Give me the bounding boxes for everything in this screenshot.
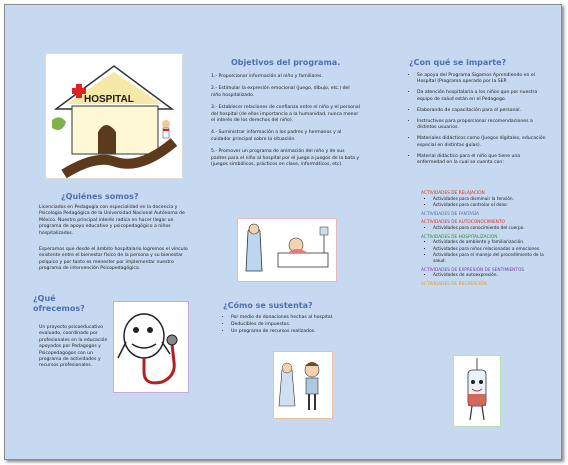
actividad-category: ACTIVIDADES DE RELAJACIÓN	[421, 191, 485, 196]
actividad-item: ▪ Actividades de ambiente y familiarización.	[433, 240, 549, 246]
actividad-category: ACTIVIDADES DE HOSPITALIZACIÓN	[421, 234, 498, 240]
svg-text:HOSPITAL: HOSPITAL	[84, 94, 134, 105]
objetivo-item: 2.- Estimular la expresión emocional (juego, dibujo, etc.) del niño hospitalizado.	[211, 86, 350, 98]
kids-illustration	[273, 351, 333, 419]
actividad-sub-list	[423, 240, 549, 264]
sustenta-item: • Deducibles de impuestos.	[231, 322, 373, 328]
objetivo-item: 3.- Establecer relaciones de confianza entre el niño y el personal del hospital (de ellos importancia a la humanidad, nunca menor el interés de los derechos del niño).	[211, 105, 360, 124]
actividad-category: ACTIVIDADES DE AUTOCONOCIMIENTO	[421, 220, 505, 226]
ofrecemos-title: ¿Qué ofrecemos?	[33, 294, 85, 313]
objetivos-list	[211, 74, 361, 174]
hospital-bed-illustration	[237, 218, 337, 282]
actividad-sub-list	[423, 226, 549, 232]
nurse-patient-icon	[238, 219, 336, 281]
stethoscope-icon	[114, 302, 188, 392]
imparte-title: ¿Con qué se imparte?	[409, 58, 507, 67]
children-icon	[274, 352, 332, 418]
imparte-item: • Da atención hospitalaria a los niños que por nuestra equipo de salud están en el Pedagogo.	[417, 90, 547, 102]
sustenta-list	[223, 315, 373, 337]
stethoscope-illustration	[113, 301, 189, 393]
document-page	[4, 4, 562, 460]
actividad-category: ACTIVIDADES DE FANTASÍA	[421, 211, 480, 217]
actividad-category: ACTIVIDADES DE EXPRESIÓN DE SENTIMIENTOS	[421, 267, 525, 273]
syringe-character-icon	[454, 356, 500, 426]
actividades-list	[409, 191, 549, 287]
actividad-category: ACTIVIDADES DE RECREACIÓN	[421, 281, 487, 287]
imparte-list	[409, 73, 547, 171]
syringe-illustration	[453, 355, 501, 427]
actividad-item: ▪ Actividades para conocimiento del cuerpo.	[433, 226, 549, 232]
imparte-item: • Elaborando de capacitación para el personal.	[417, 108, 547, 114]
actividad-sub-list	[423, 273, 549, 279]
actividad-item: ▪ Actividades para niños relacionadas a emociones.	[433, 247, 549, 253]
objetivos-title: Objetivos del programa.	[231, 58, 341, 67]
quienes-title: ¿Quiénes somos?	[61, 192, 139, 201]
brochure-body	[11, 11, 555, 451]
sustenta-item: • Por medio de donaciones hechas al hospital.	[231, 315, 373, 321]
imparte-item: • Se apoya del Programa Sigamos Aprendiendo en el Hospital (Programa operado por la SEP.	[417, 73, 547, 85]
actividad-item: ▪ Actividades para disminuir la tensión.	[433, 197, 549, 203]
sustenta-title: ¿Cómo se sustenta?	[223, 301, 313, 310]
quienes-paragraph-2: Esperamos que desde el ámbito hospitalario logremos el vínculo existente entre el bienestar físico de la persona y su bienestar psíquico y por tanto es menester por implementar nuestro programa de intervención Psicopedagógica.	[39, 247, 188, 272]
objetivo-item: 1.- Proporcionar información al niño y familiares.	[211, 74, 323, 79]
ofrecemos-paragraph: Un proyecto psicoeducativo evaluado, coordinado por profesionales en la educación apoyados por Pedagogos y Psicopedagogos con un programa de actividades y recursos profesionales.	[39, 325, 108, 369]
actividad-sub-list	[423, 197, 549, 209]
actividad-item: ▪ Actividades para el manejo del procedimiento de la salud.	[433, 253, 549, 264]
quienes-paragraph-1: Licenciados en Pedagogía con especialidad en la docencia y Psicología Pedagógica de la Universidad Nacional Autónoma de México. Nuestro principal interés radica en hacer llegar un programa de apoyo educativo y psicopedagógico a niños hospitalizados.	[39, 205, 185, 236]
hospital-illustration	[45, 53, 183, 179]
hospital-house-icon	[46, 54, 182, 178]
imparte-item: • Instructivos para proporcionar recomendaciones a distintos usuarios.	[417, 119, 547, 131]
objetivo-item: 4.- Suministrar información a los padres y hermanos y al cuidador principal sobre la situación.	[211, 130, 342, 142]
objetivo-item: 5.- Promover un programa de animación del niño y de sus padres para el niño al hospital por el juego a juegos de la bata y (juegos simbólicos, prácticos en clase, informáticos, etc).	[211, 149, 360, 168]
actividad-item: ▪ Actividades de autoexpresión.	[433, 273, 549, 279]
actividad-item: ▪ Actividades para controlar el dolor.	[433, 203, 549, 209]
imparte-item: • Material didáctico para el niño que tiene una enfermedad en la cual se cuenta con:	[417, 154, 547, 166]
imparte-item: • Materiales didácticos como (Juegos digitales, educación especial en distintas guías).	[417, 136, 547, 148]
sustenta-item: • Un programa de recursos realizados.	[231, 329, 373, 335]
